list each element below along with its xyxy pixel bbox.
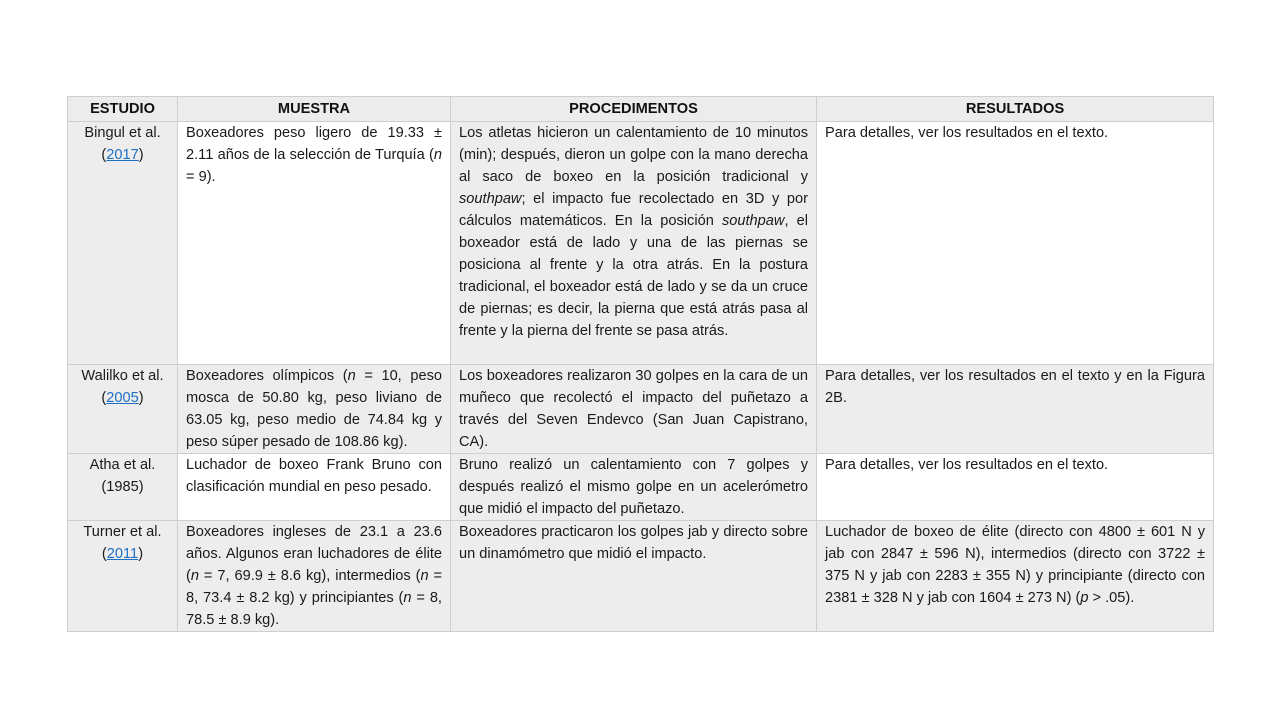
text-run: = 7, 69.9 ± 8.6 kg), intermedios ( xyxy=(199,568,421,584)
study-year-text: 1985 xyxy=(106,479,139,495)
header-procedimientos: PROCEDIMENTOS xyxy=(451,97,817,122)
study-year: (2005) xyxy=(101,390,144,406)
cell-estudio xyxy=(68,122,178,365)
table-row xyxy=(68,365,1214,454)
cell-procedimientos xyxy=(451,454,817,521)
cell-estudio xyxy=(68,521,178,632)
study-year-link[interactable]: 2011 xyxy=(106,546,139,562)
header-resultados: RESULTADOS xyxy=(817,97,1214,122)
study-author: Walilko et al. xyxy=(81,368,164,384)
text-run: Boxeadores ingleses de 23.1 a 23.6 años. Algunos eran luchadores de élite ( xyxy=(186,524,442,584)
text-run: Luchador de boxeo de élite (directo con 4800 ± 601 N y jab con 2847 ± 596 N), intermedios (directo con 3722 ± 375 N y jab con 2283 ± 355 N) y principiante (directo con 2381 ± 328 N y jab con 1604 ± 273 N) ( xyxy=(825,524,1205,606)
table-row xyxy=(68,122,1214,365)
text-run: , el boxeador está de lado y una de las piernas se posiciona al frente y la otra atrás. En la postura tradicional, el boxeador está de lado y se da un cruce de piernas; es decir, la pierna que está atrás pasa al frente y la pierna del frente se pasa atrás. xyxy=(459,213,809,339)
study-year-link[interactable]: 2017 xyxy=(106,147,139,163)
studies-table xyxy=(67,96,1214,632)
text-run: = 10, peso mosca de 50.80 kg, peso liviano de 63.05 kg, peso medio de 74.84 kg y peso súper pesado de 108.86 kg). xyxy=(186,368,442,450)
study-year: (2011) xyxy=(101,546,144,562)
text-run: Luchador de boxeo Frank Bruno con clasificación mundial en peso pesado. xyxy=(186,457,442,495)
cell-estudio xyxy=(68,365,178,454)
italic-symbol: n xyxy=(433,147,442,163)
text-run: > .05). xyxy=(1088,590,1135,606)
study-author: Bingul et al. xyxy=(84,125,161,141)
cell-resultados xyxy=(817,454,1214,521)
study-author: Atha et al. xyxy=(89,457,156,473)
text-run: = 8, 78.5 ± 8.9 kg). xyxy=(186,590,442,628)
text-run: Bruno realizó un calentamiento con 7 golpes y después realizó el mismo golpe en un acelerómetro que midió el impacto del puñetazo. xyxy=(459,457,808,517)
text-run: Para detalles, ver los resultados en el texto y en la Figura 2B. xyxy=(825,368,1205,406)
italic-symbol: n xyxy=(190,568,199,584)
italic-symbol: n xyxy=(347,368,356,384)
cell-resultados xyxy=(817,365,1214,454)
italic-symbol: southpaw xyxy=(459,191,522,207)
study-year: (1985) xyxy=(101,479,144,495)
text-run: Los boxeadores realizaron 30 golpes en la cara de un muñeco que recolectó el impacto del puñetazo a través del Seven Endevco (San Juan Capistrano, CA). xyxy=(459,368,808,450)
cell-resultados xyxy=(817,122,1214,365)
cell-procedimientos xyxy=(451,122,817,365)
study-year-link[interactable]: 2005 xyxy=(106,390,139,406)
table-row xyxy=(68,454,1214,521)
study-year: (2017) xyxy=(101,147,144,163)
text-run: Boxeadores practicaron los golpes jab y directo sobre un dinamómetro que midió el impacto. xyxy=(459,524,808,562)
cell-muestra xyxy=(178,122,451,365)
text-run: = 8, 73.4 ± 8.2 kg) y principiantes ( xyxy=(186,568,443,606)
header-muestra: MUESTRA xyxy=(178,97,451,122)
text-run: Boxeadores olímpicos ( xyxy=(186,368,348,384)
cell-muestra xyxy=(178,454,451,521)
italic-symbol: southpaw xyxy=(721,213,785,229)
cell-procedimientos xyxy=(451,365,817,454)
text-run: Los atletas hicieron un calentamiento de 10 minutos (min); después, dieron un golpe con la mano derecha al saco de boxeo en la posición tradicional y xyxy=(459,125,808,185)
text-run: = 9). xyxy=(186,169,216,185)
text-run: Para detalles, ver los resultados en el texto. xyxy=(825,457,1109,473)
cell-muestra xyxy=(178,521,451,632)
italic-symbol: n xyxy=(403,590,412,606)
header-row xyxy=(68,97,1214,122)
italic-symbol: p xyxy=(1080,590,1089,606)
text-run: ; el impacto fue recolectado en 3D y por cálculos matemáticos. En la posición xyxy=(459,191,808,229)
italic-symbol: n xyxy=(420,568,429,584)
cell-resultados xyxy=(817,521,1214,632)
text-run: Boxeadores peso ligero de 19.33 ± 2.11 años de la selección de Turquía ( xyxy=(186,125,442,163)
text-run: Para detalles, ver los resultados en el texto. xyxy=(825,125,1109,141)
cell-estudio xyxy=(68,454,178,521)
study-author: Turner et al. xyxy=(83,524,162,540)
table-row xyxy=(68,521,1214,632)
cell-muestra xyxy=(178,365,451,454)
cell-procedimientos xyxy=(451,521,817,632)
header-estudio: ESTUDIO xyxy=(68,97,178,122)
